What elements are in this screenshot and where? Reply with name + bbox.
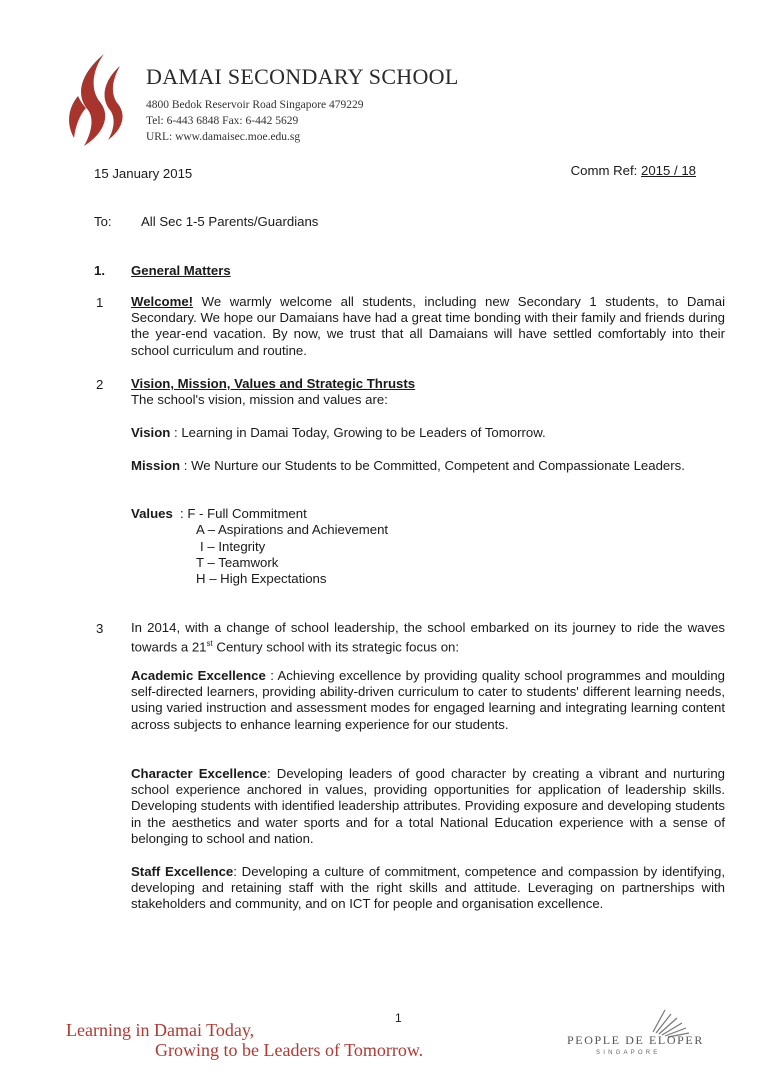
school-url: URL: www.damaisec.moe.edu.sg xyxy=(146,131,301,143)
vision-label: Vision xyxy=(131,425,171,440)
letter-date: 15 January 2015 xyxy=(94,166,193,181)
paragraph-number: 3 xyxy=(96,621,104,636)
character-label: Character Excellence xyxy=(131,766,267,781)
comm-ref-label: Comm Ref: xyxy=(570,163,641,178)
academic-excellence xyxy=(131,668,725,733)
page-number: 1 xyxy=(395,1011,402,1025)
welcome-lead: Welcome! xyxy=(131,294,194,309)
school-logo xyxy=(64,52,128,150)
superscript-st: st xyxy=(206,639,213,649)
vmv-heading: Vision, Mission, Values and Strategic Thrusts xyxy=(131,376,416,391)
staff-text: : Developing a culture of commitment, competence and compassion by identifying, developing and retaining staff with the right skills and attitude. Leveraging on partnerships with stakeholders and community, and on ICT for people and organisation excellence. xyxy=(131,864,725,912)
value-item: A – Aspirations and Achievement xyxy=(196,522,389,537)
vmv-intro: The school's vision, mission and values are: xyxy=(131,392,388,407)
character-text: : Developing leaders of good character by creating a vibrant and nurturing school experience anchored in values, providing opportunities for application of leadership skills. Developing students with identified leadership attributes. Providing exposure and developing students in the aesthetics and water sports and for a total National Education experience with a sense of belonging to school and nation. xyxy=(131,766,726,846)
vision-statement xyxy=(131,425,546,441)
section-number: 1. xyxy=(94,263,105,278)
mission-text: : We Nurture our Students to be Committed, Competent and Compassionate Leaders. xyxy=(183,458,685,473)
mission-statement xyxy=(131,458,725,474)
values-label: Values xyxy=(131,506,173,521)
value-item: T – Teamwork xyxy=(196,555,279,570)
welcome-text: We warmly welcome all students, including new Secondary 1 students, to Damai Secondary. We hope our Damaians have had a great time bonding with their family and friends during the year-end vacation. By now, we trust that all Damaians will have settled comfortably into their school curriculum and routine. xyxy=(131,294,725,358)
value-item: H – High Expectations xyxy=(196,571,327,586)
strategic-intro xyxy=(131,620,725,656)
strategic-intro-text-end: Century school with its strategic focus on: xyxy=(212,639,460,655)
academic-label: Academic Excellence xyxy=(131,668,266,683)
people-developer-name: PEOPLE DE ELOPER xyxy=(567,1033,704,1047)
welcome-paragraph xyxy=(131,294,725,359)
school-name: DAMAI SECONDARY SCHOOL xyxy=(146,64,459,89)
comm-ref xyxy=(571,163,696,179)
to-label: To: xyxy=(94,214,112,229)
character-excellence xyxy=(131,766,725,847)
school-tel-fax: Tel: 6-443 6848 Fax: 6-442 5629 xyxy=(146,115,299,127)
footer-motto-line1: Learning in Damai Today, xyxy=(66,1020,255,1040)
staff-excellence xyxy=(131,864,725,913)
school-address: 4800 Bedok Reservoir Road Singapore 479229 xyxy=(146,99,364,111)
footer-motto-line2: Growing to be Leaders of Tomorrow. xyxy=(155,1040,424,1060)
value-item: I – Integrity xyxy=(200,539,266,554)
vision-text: : Learning in Damai Today, Growing to be Leaders of Tomorrow. xyxy=(170,425,546,440)
paragraph-number: 1 xyxy=(96,295,104,310)
section-title: General Matters xyxy=(131,263,231,278)
comm-ref-value: 2015 / 18 xyxy=(641,163,696,178)
paragraph-number: 2 xyxy=(96,377,104,392)
staff-label: Staff Excellence xyxy=(131,864,234,879)
value-item: : F - Full Commitment xyxy=(180,506,307,521)
people-developer-country: SINGAPORE xyxy=(596,1050,661,1056)
academic-text: : Achieving excellence by providing quality school programmes and moulding self-directed learners, providing ability-driven curriculum to cater to students' different learning needs, using varied instruction and assessment modes for engaged learning and integrating learning content across subjects to enhance learning experience for our students. xyxy=(131,668,725,732)
mission-label: Mission xyxy=(131,458,181,473)
to-recipients: All Sec 1-5 Parents/Guardians xyxy=(141,214,319,229)
strategic-intro-text: In 2014, with a change of school leadership, the school embarked on its journey to ride the waves towards a 21 xyxy=(131,620,725,655)
